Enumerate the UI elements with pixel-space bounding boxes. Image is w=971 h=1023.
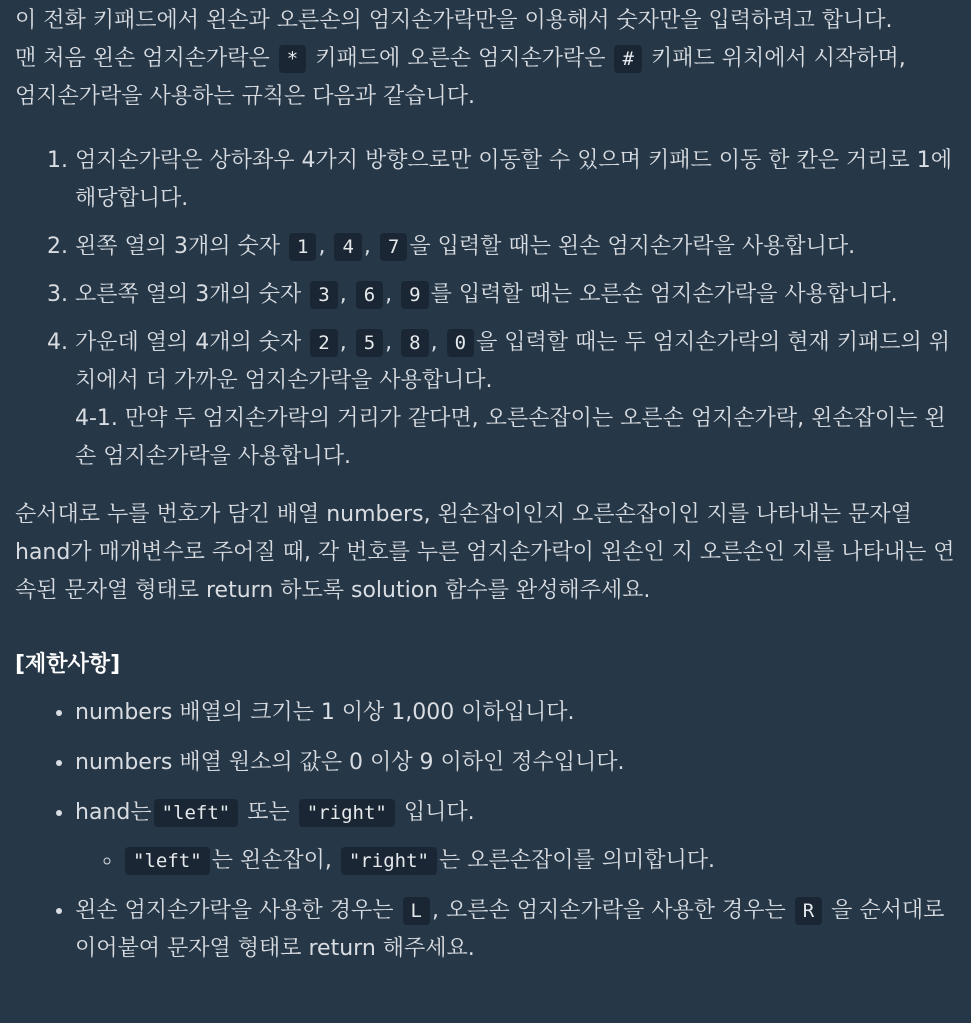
code-key-4: 4 xyxy=(334,233,361,261)
constraint-3-sub-text-b: 는 오른손잡이를 의미합니다. xyxy=(438,848,715,873)
constraint-4 xyxy=(75,892,955,968)
code-key-9: 9 xyxy=(401,281,428,309)
rule-3-text-b: 를 입력할 때는 오른손 엄지손가락을 사용합니다. xyxy=(430,282,898,307)
problem-description xyxy=(15,2,955,968)
rule-1 xyxy=(75,142,955,218)
code-r: R xyxy=(795,897,822,925)
rule-2: 2. 왼쪽 열의 3개의 숫자 1 , 4 , 7 을 입력할 때는 왼손 엄지손가락을 사용합니다. xyxy=(75,228,955,266)
intro-line2-a: 맨 처음 왼손 엄지손가락은 xyxy=(15,46,270,71)
constraint-1-text: numbers 배열의 크기는 1 이상 1,000 이하입니다. xyxy=(75,700,575,725)
code-key-2: 2 xyxy=(310,329,337,357)
code-right-sub: "right" xyxy=(341,847,437,875)
description-paragraph: 순서대로 누를 번호가 담긴 배열 numbers, 왼손잡이인지 오른손잡이인 지를 나타내는 문자열 hand가 매개변수로 주어질 때, 각 번호를 누른 엄지손가락이 왼손인 지 오른손인 지를 나타내는 연속된 문자열 형태로 return 하도록 solution 함수를 완성해주세요. xyxy=(15,502,955,603)
constraint-3-sub-text-a: 는 왼손잡이, xyxy=(211,848,332,873)
rule-4-text-b: 을 입력할 때는 두 엄지손가락의 현재 키패드의 위치에서 더 가까운 엄지손가락을 사용합니다. xyxy=(75,330,951,393)
code-right: "right" xyxy=(299,799,395,827)
rule-1-text: 엄지손가락은 상하좌우 4가지 방향으로만 이동할 수 있으며 키패드 이동 한 칸은 거리로 1에 해당합니다. xyxy=(75,148,952,211)
constraint-3 xyxy=(75,794,955,880)
intro-line3: 엄지손가락을 사용하는 규칙은 다음과 같습니다. xyxy=(15,84,476,109)
constraint-2 xyxy=(75,744,955,782)
intro-line2-b: 키패드에 오른손 엄지손가락은 xyxy=(315,46,606,71)
constraint-4-text-a: 왼손 엄지손가락을 사용한 경우는 xyxy=(75,898,394,923)
rules-list xyxy=(15,142,955,476)
constraint-3-text-b: 또는 xyxy=(247,800,290,825)
rule-2-text-b: 을 입력할 때는 왼손 엄지손가락을 사용합니다. xyxy=(409,234,856,259)
constraint-3-text-a: hand는 xyxy=(75,800,152,825)
intro-line1: 이 전화 키패드에서 왼손과 오른손의 엄지손가락만을 이용해서 숫자만을 입력하려고 합니다. xyxy=(15,8,893,33)
code-l: L xyxy=(403,897,430,925)
code-key-0: 0 xyxy=(447,329,474,357)
constraints-list xyxy=(15,694,955,968)
constraint-4-text-c: 을 순서대로 이어붙여 문자열 형태로 return 해주세요. xyxy=(75,898,945,961)
rule-3: 3. 오른쪽 열의 3개의 숫자 3 , 6 , 9 를 입력할 때는 오른손 엄지손가락을 사용합니다. xyxy=(75,276,955,314)
rule-3-text-a: 오른쪽 열의 3개의 숫자 xyxy=(75,282,302,307)
constraint-2-text: numbers 배열 원소의 값은 0 이상 9 이하인 정수입니다. xyxy=(75,750,625,775)
intro-paragraph xyxy=(15,2,955,116)
constraint-4-text-b: , 오른손 엄지손가락을 사용한 경우는 xyxy=(431,898,786,923)
rule-4: 4. 가운데 열의 4개의 숫자 2 , 5 , 8 , 0 을 입력할 때는 두 엄지손가락의 현재 키패드의 위치에서 더 가까운 엄지손가락을 사용합니다. 4-1. 만약 두 엄지손가락의 거리가 같다면, 오른손잡이는 오른손 엄지손가락, 왼손잡이는 왼손 엄지손가락을 사용합니다. xyxy=(75,324,955,476)
code-star: * xyxy=(279,45,306,73)
code-key-7: 7 xyxy=(380,233,407,261)
code-hash: # xyxy=(614,45,641,73)
code-key-3: 3 xyxy=(310,281,337,309)
code-key-8: 8 xyxy=(401,329,428,357)
constraint-3-sub-item xyxy=(123,842,955,880)
code-key-6: 6 xyxy=(356,281,383,309)
constraint-3-text-c: 입니다. xyxy=(403,800,475,825)
constraint-3-sublist xyxy=(75,842,955,880)
constraints-title: [제한사항] xyxy=(15,652,121,677)
code-left: "left" xyxy=(154,799,239,827)
constraint-1 xyxy=(75,694,955,732)
rule-4-1-text: 4-1. 만약 두 엄지손가락의 거리가 같다면, 오른손잡이는 오른손 엄지손가락, 왼손잡이는 왼손 엄지손가락을 사용합니다. xyxy=(75,406,946,469)
code-key-5: 5 xyxy=(356,329,383,357)
rule-2-text-a: 왼쪽 열의 3개의 숫자 xyxy=(75,234,280,259)
code-left-sub: "left" xyxy=(125,847,210,875)
rule-4-text-a: 가운데 열의 4개의 숫자 xyxy=(75,330,302,355)
intro-line2-c: 키패드 위치에서 시작하며, xyxy=(650,46,906,71)
code-key-1: 1 xyxy=(289,233,316,261)
